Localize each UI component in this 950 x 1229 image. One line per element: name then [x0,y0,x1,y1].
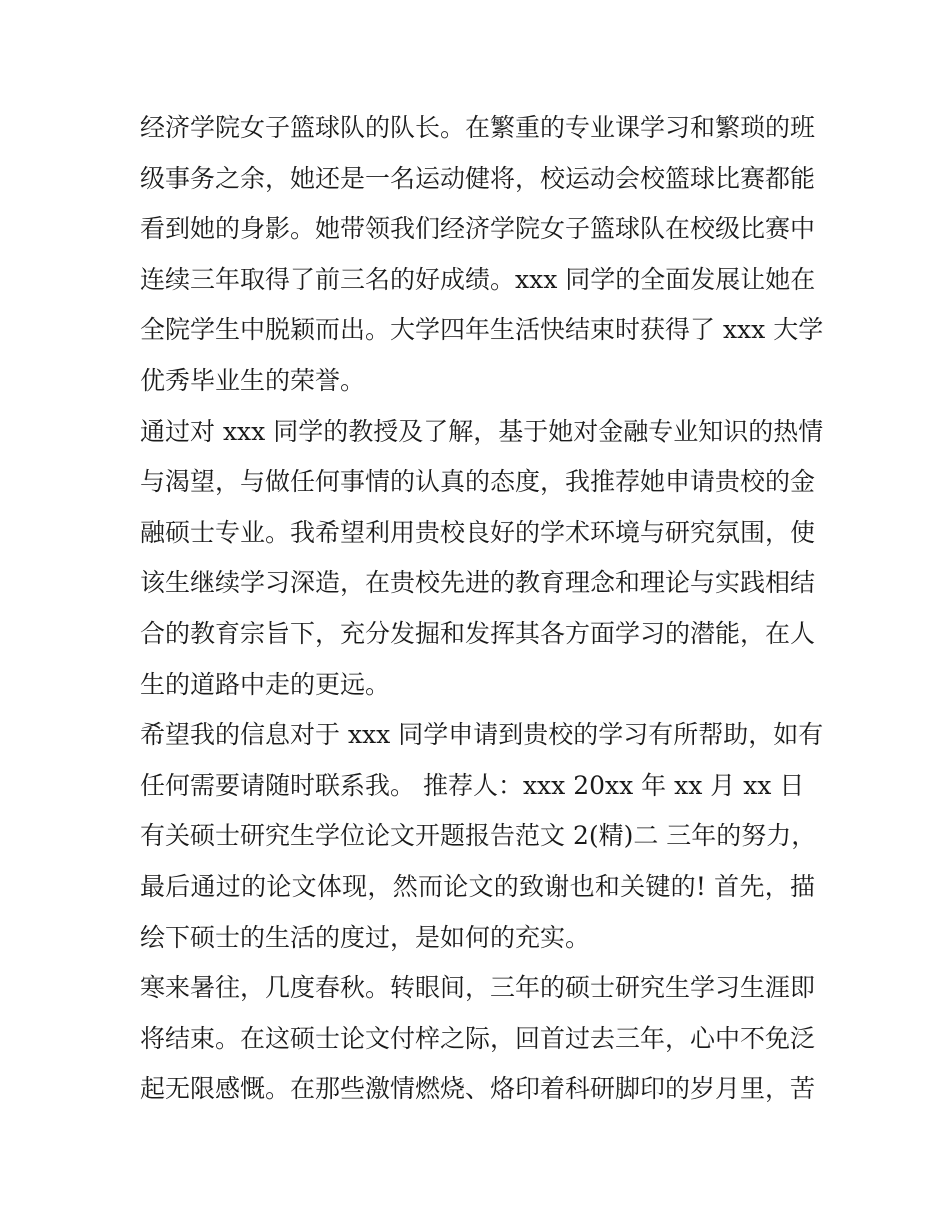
text-line: 合的教育宗旨下，充分发掘和发挥其各方面学习的潜能，在人 [140,618,816,648]
text-line: 任何需要请随时联系我。 推荐人：xxx 20xx 年 xx 月 xx 日 [140,770,805,800]
text-line: 生的道路中走的更远。 [140,669,391,699]
text-line: 与渴望，与做任何事情的认真的态度，我推荐她申请贵校的金 [140,467,816,497]
text-line: 寒来暑往，几度春秋。转眼间，三年的硕士研究生学习生涯即 [140,973,816,1003]
text-line: 全院学生中脱颖而出。大学四年生活快结束时获得了 xxx 大学 [140,315,824,345]
text-line: 有关硕士研究生学位论文开题报告范文 2(精)二 三年的努力， [140,821,817,851]
text-line: 希望我的信息对于 xxx 同学申请到贵校的学习有所帮助，如有 [140,720,824,750]
text-line: 通过对 xxx 同学的教授及了解，基于她对金融专业知识的热情 [140,416,824,446]
text-line: 级事务之余，她还是一名运动健将，校运动会校篮球比赛都能 [140,163,816,193]
text-line: 该生继续学习深造，在贵校先进的教育理念和理论与实践相结 [140,568,816,598]
text-line: 起无限感慨。在那些激情燃烧、烙印着科研脚印的岁月里，苦 [140,1074,816,1104]
text-line: 看到她的身影。她带领我们经济学院女子篮球队在校级比赛中 [140,214,816,244]
text-line: 连续三年取得了前三名的好成绩。xxx 同学的全面发展让她在 [140,264,816,294]
text-line: 最后通过的论文体现，然而论文的致谢也和关键的! 首先，描 [140,871,815,901]
text-line: 经济学院女子篮球队的队长。在繁重的专业课学习和繁琐的班 [140,113,816,142]
text-line: 优秀毕业生的荣誉。 [140,365,366,395]
text-line: 融硕士专业。我希望利用贵校良好的学术环境与研究氛围，使 [140,517,816,547]
document-body-text [140,103,824,1115]
text-line: 将结束。在这硕士论文付梓之际，回首过去三年，心中不免泛 [140,1023,816,1053]
text-line: 绘下硕士的生活的度过，是如何的充实。 [140,922,591,952]
